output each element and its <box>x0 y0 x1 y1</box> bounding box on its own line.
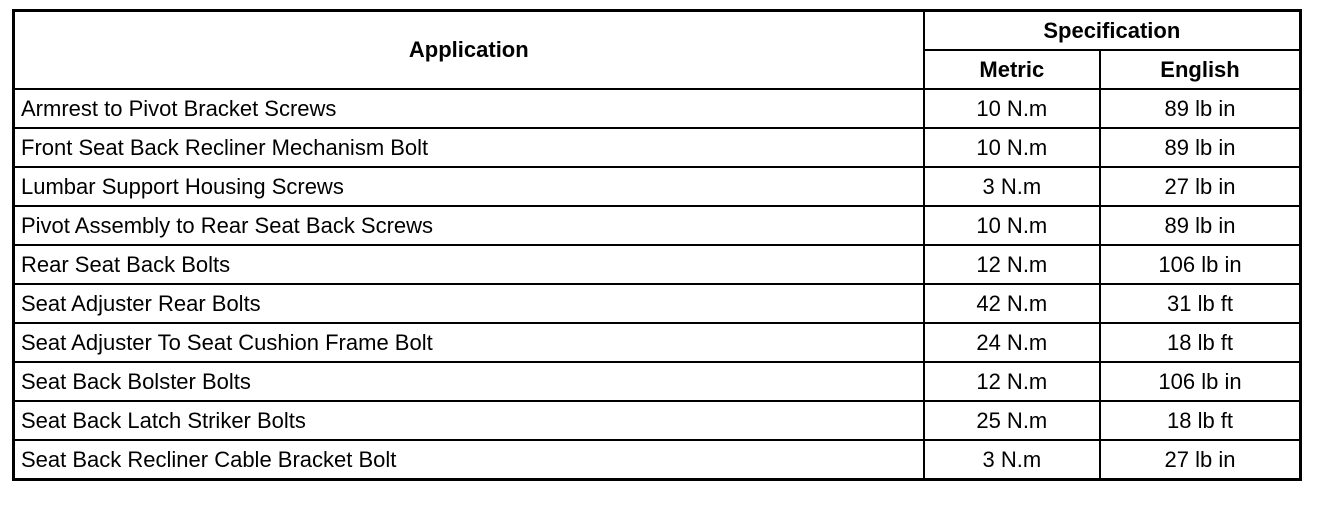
english-cell: 106 lb in <box>1100 362 1300 401</box>
application-cell: Seat Back Bolster Bolts <box>14 362 924 401</box>
application-cell: Lumbar Support Housing Screws <box>14 167 924 206</box>
application-cell: Seat Back Recliner Cable Bracket Bolt <box>14 440 924 480</box>
table-row <box>14 323 1301 362</box>
table-row <box>14 284 1301 323</box>
metric-cell: 10 N.m <box>924 128 1100 167</box>
header-english: English <box>1100 50 1300 89</box>
table-row <box>14 89 1301 128</box>
metric-cell: 3 N.m <box>924 440 1100 480</box>
metric-cell: 3 N.m <box>924 167 1100 206</box>
application-cell: Front Seat Back Recliner Mechanism Bolt <box>14 128 924 167</box>
table-row <box>14 206 1301 245</box>
application-cell: Seat Adjuster Rear Bolts <box>14 284 924 323</box>
header-specification: Specification <box>924 11 1301 51</box>
metric-cell: 42 N.m <box>924 284 1100 323</box>
english-cell: 27 lb in <box>1100 440 1300 480</box>
header-application: Application <box>14 11 924 90</box>
metric-cell: 10 N.m <box>924 89 1100 128</box>
metric-cell: 10 N.m <box>924 206 1100 245</box>
header-row-top <box>14 11 1301 51</box>
metric-cell: 24 N.m <box>924 323 1100 362</box>
torque-spec-table <box>12 9 1302 481</box>
english-cell: 89 lb in <box>1100 206 1300 245</box>
english-cell: 18 lb ft <box>1100 323 1300 362</box>
header-metric: Metric <box>924 50 1100 89</box>
table-row <box>14 128 1301 167</box>
metric-cell: 12 N.m <box>924 245 1100 284</box>
english-cell: 106 lb in <box>1100 245 1300 284</box>
table-row <box>14 440 1301 480</box>
application-cell: Pivot Assembly to Rear Seat Back Screws <box>14 206 924 245</box>
table-row <box>14 401 1301 440</box>
english-cell: 89 lb in <box>1100 89 1300 128</box>
english-cell: 18 lb ft <box>1100 401 1300 440</box>
metric-cell: 25 N.m <box>924 401 1100 440</box>
application-cell: Seat Adjuster To Seat Cushion Frame Bolt <box>14 323 924 362</box>
application-cell: Armrest to Pivot Bracket Screws <box>14 89 924 128</box>
english-cell: 31 lb ft <box>1100 284 1300 323</box>
table-row <box>14 245 1301 284</box>
table-row <box>14 362 1301 401</box>
english-cell: 27 lb in <box>1100 167 1300 206</box>
english-cell: 89 lb in <box>1100 128 1300 167</box>
application-cell: Seat Back Latch Striker Bolts <box>14 401 924 440</box>
table-row <box>14 167 1301 206</box>
application-cell: Rear Seat Back Bolts <box>14 245 924 284</box>
metric-cell: 12 N.m <box>924 362 1100 401</box>
